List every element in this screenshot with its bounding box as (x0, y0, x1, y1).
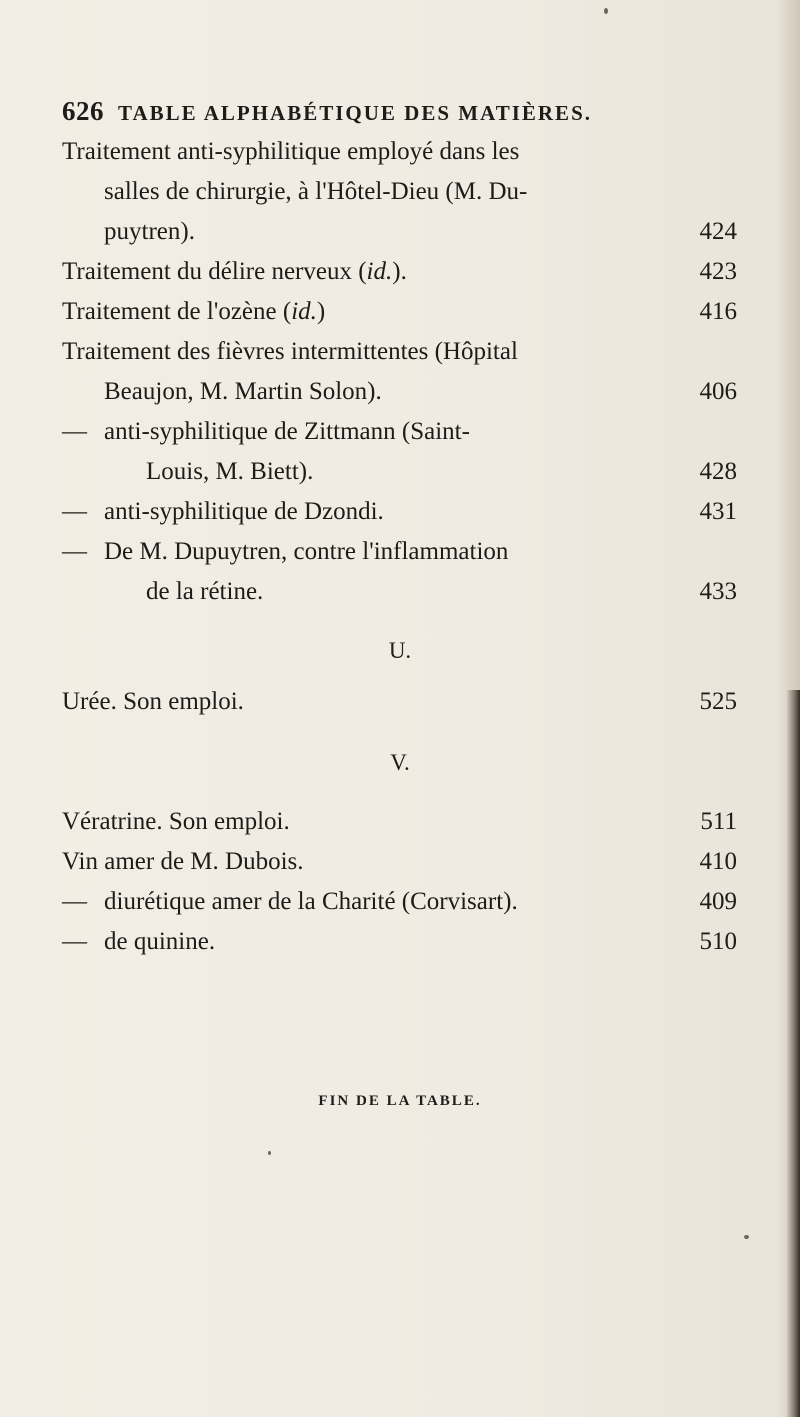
entry-italic: id. (366, 258, 393, 285)
entry-text: Vin amer de M. Dubois. (62, 848, 304, 875)
dash-marker: — (62, 928, 87, 955)
entry-text: Traitement du délire nerveux ( (62, 258, 367, 285)
page-reference: 406 (699, 378, 737, 405)
entry-line-last (62, 372, 737, 412)
index-entry (62, 412, 737, 492)
entry-line (62, 682, 737, 722)
page-reference: 511 (700, 808, 737, 835)
page-reference: 525 (699, 688, 737, 715)
index-entry (62, 682, 737, 722)
entry-text: Vératrine. Son emploi. (62, 808, 290, 835)
paper-speck (268, 1151, 271, 1155)
page-header (62, 96, 702, 136)
entry-text: De M. Dupuytren, contre l'inflammation (104, 538, 509, 565)
index-entry (62, 882, 737, 922)
page-number: 626 (62, 96, 104, 126)
end-of-table-label: FIN DE LA TABLE. (318, 1093, 482, 1109)
index-entry (62, 532, 737, 612)
page-reference: 424 (699, 218, 737, 245)
entry-line (62, 922, 737, 962)
entry-text: Urée. Son emploi. (62, 688, 244, 715)
page-reference: 428 (699, 458, 737, 485)
index-entry (62, 922, 737, 962)
entry-line-last (62, 212, 737, 252)
entry-line-last (62, 572, 737, 612)
entry-text: puytren). (104, 218, 195, 245)
index-entry (62, 842, 737, 882)
page-reference: 409 (699, 888, 737, 915)
entry-line (62, 412, 737, 452)
page-reference: 433 (699, 578, 737, 605)
running-head: TABLE ALPHABÉTIQUE DES MATIÈRES. (118, 101, 592, 125)
index-entry (62, 132, 737, 252)
entry-text: ) (316, 298, 326, 325)
index-entry (62, 802, 737, 842)
entry-text: anti-syphilitique de Dzondi. (104, 498, 384, 525)
entry-text: Beaujon, M. Martin Solon). (104, 378, 382, 405)
entry-line-last (62, 452, 737, 492)
entry-line: Traitement anti-syphilitique employé dans les (62, 138, 520, 165)
entry-line: Traitement des fièvres intermittentes (Hôpital (62, 338, 518, 365)
entry-line (62, 292, 737, 332)
entry-line (62, 532, 737, 572)
entry-text: Traitement de l'ozène ( (62, 298, 292, 325)
entry-line (62, 802, 737, 842)
entry-text: anti-syphilitique de Zittmann (Saint- (104, 418, 470, 445)
entry-line (62, 492, 737, 532)
entry-line (62, 882, 737, 922)
entry-text: ). (392, 258, 407, 285)
paper-speck (744, 1235, 749, 1239)
entry-line: salles de chirurgie, à l'Hôtel-Dieu (M. Du- (104, 178, 528, 205)
entry-text: de quinine. (104, 928, 216, 955)
entry-text: diurétique amer de la Charité (Corvisart). (104, 888, 518, 915)
page-edge-shadow (786, 690, 800, 1417)
page-reference: 410 (699, 848, 737, 875)
dash-marker: — (62, 538, 87, 565)
entry-text: de la rétine. (146, 578, 264, 605)
page-reference: 431 (699, 498, 737, 525)
dash-marker: — (62, 418, 87, 445)
dash-marker: — (62, 888, 87, 915)
page-reference: 416 (699, 298, 737, 325)
dash-marker: — (62, 498, 87, 525)
entry-text: Louis, M. Biett). (146, 458, 314, 485)
entry-italic: id. (291, 298, 317, 325)
index-entry (62, 252, 737, 292)
section-letter-v: V. (390, 750, 410, 775)
page-reference: 510 (699, 928, 737, 955)
page-reference: 423 (699, 258, 737, 285)
entry-line (62, 842, 737, 882)
section-letter-u: U. (388, 638, 412, 663)
index-entry (62, 332, 737, 412)
entry-line (62, 252, 737, 292)
index-entry (62, 492, 737, 532)
paper-speck (604, 8, 608, 14)
index-entry (62, 292, 737, 332)
